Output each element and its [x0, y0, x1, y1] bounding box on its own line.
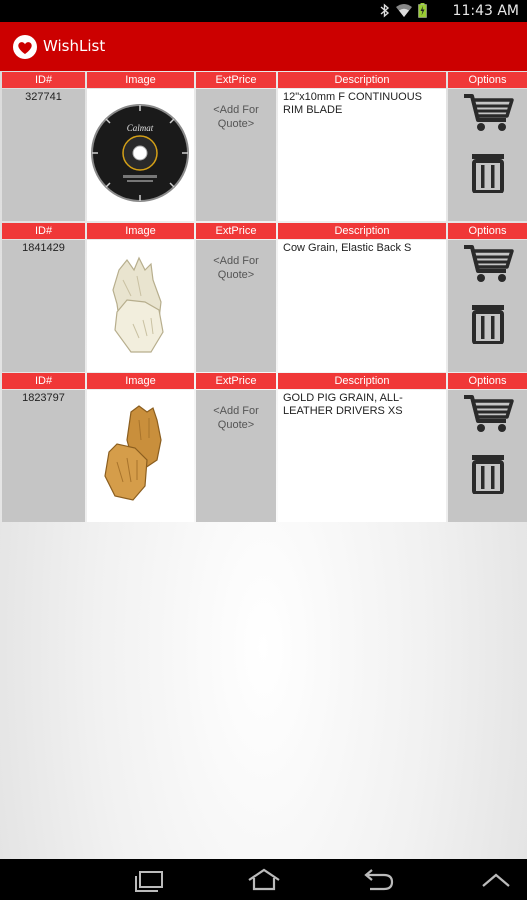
item-id-cell [2, 89, 85, 221]
status-time: 11:43 AM [452, 3, 519, 19]
trash-icon[interactable] [471, 153, 505, 193]
item-price-cell [196, 390, 276, 522]
column-header-options: Options [448, 223, 527, 239]
item-price-cell [196, 240, 276, 372]
item-description-cell [278, 390, 446, 522]
wifi-icon [396, 4, 412, 18]
item-description: 12"x10mm F CONTINUOUS RIM BLADE [283, 91, 422, 116]
saw-blade-image[interactable] [87, 89, 194, 221]
column-header-price: ExtPrice [196, 373, 276, 389]
shopping-cart-icon[interactable] [462, 92, 514, 132]
status-bar [0, 0, 527, 22]
shopping-cart-icon[interactable] [462, 393, 514, 433]
delete-button[interactable] [448, 304, 527, 344]
wishlist-item [0, 373, 527, 522]
action-bar [0, 22, 527, 71]
back-icon[interactable] [360, 867, 396, 893]
column-header-price: ExtPrice [196, 72, 276, 88]
app-title: WishList [43, 37, 106, 55]
add-to-cart-button[interactable] [448, 243, 527, 283]
item-id-cell [2, 390, 85, 522]
bluetooth-icon [380, 3, 390, 18]
item-description-cell [278, 240, 446, 372]
recent-apps-icon[interactable] [132, 867, 168, 893]
item-description: GOLD PIG GRAIN, ALL-LEATHER DRIVERS XS [283, 392, 403, 417]
wishlist-item [0, 223, 527, 372]
white-gloves-image[interactable] [87, 240, 194, 372]
battery-icon [418, 3, 427, 18]
column-header-id: ID# [2, 373, 85, 389]
column-header-description: Description [278, 72, 446, 88]
column-header-options: Options [448, 72, 527, 88]
trash-icon[interactable] [471, 304, 505, 344]
heart-icon[interactable] [13, 35, 37, 59]
item-price: <Add For Quote> [213, 405, 259, 431]
column-header-image: Image [87, 223, 194, 239]
item-options-cell [448, 89, 527, 221]
item-price: <Add For Quote> [213, 255, 259, 281]
column-header-options: Options [448, 373, 527, 389]
navigation-bar [0, 859, 527, 900]
gold-gloves-image[interactable] [87, 390, 194, 522]
item-id: 1823797 [22, 392, 65, 404]
chevron-up-icon[interactable] [478, 867, 514, 893]
column-header-id: ID# [2, 223, 85, 239]
delete-button[interactable] [448, 153, 527, 193]
item-price-cell [196, 89, 276, 221]
home-icon[interactable] [246, 867, 282, 893]
item-id-cell [2, 240, 85, 372]
column-header-description: Description [278, 373, 446, 389]
shopping-cart-icon[interactable] [462, 243, 514, 283]
add-to-cart-button[interactable] [448, 92, 527, 132]
delete-button[interactable] [448, 454, 527, 494]
item-options-cell [448, 240, 527, 372]
blade-logo: Calmat [126, 123, 154, 133]
column-header-price: ExtPrice [196, 223, 276, 239]
item-price: <Add For Quote> [213, 104, 259, 130]
column-header-image: Image [87, 72, 194, 88]
status-icons [380, 3, 427, 18]
item-id: 327741 [25, 91, 62, 103]
item-id: 1841429 [22, 242, 65, 254]
trash-icon[interactable] [471, 454, 505, 494]
column-header-description: Description [278, 223, 446, 239]
item-description-cell [278, 89, 446, 221]
add-to-cart-button[interactable] [448, 393, 527, 433]
column-header-image: Image [87, 373, 194, 389]
item-options-cell [448, 390, 527, 522]
wishlist-item [0, 72, 527, 221]
column-header-id: ID# [2, 72, 85, 88]
item-description: Cow Grain, Elastic Back S [283, 242, 412, 254]
